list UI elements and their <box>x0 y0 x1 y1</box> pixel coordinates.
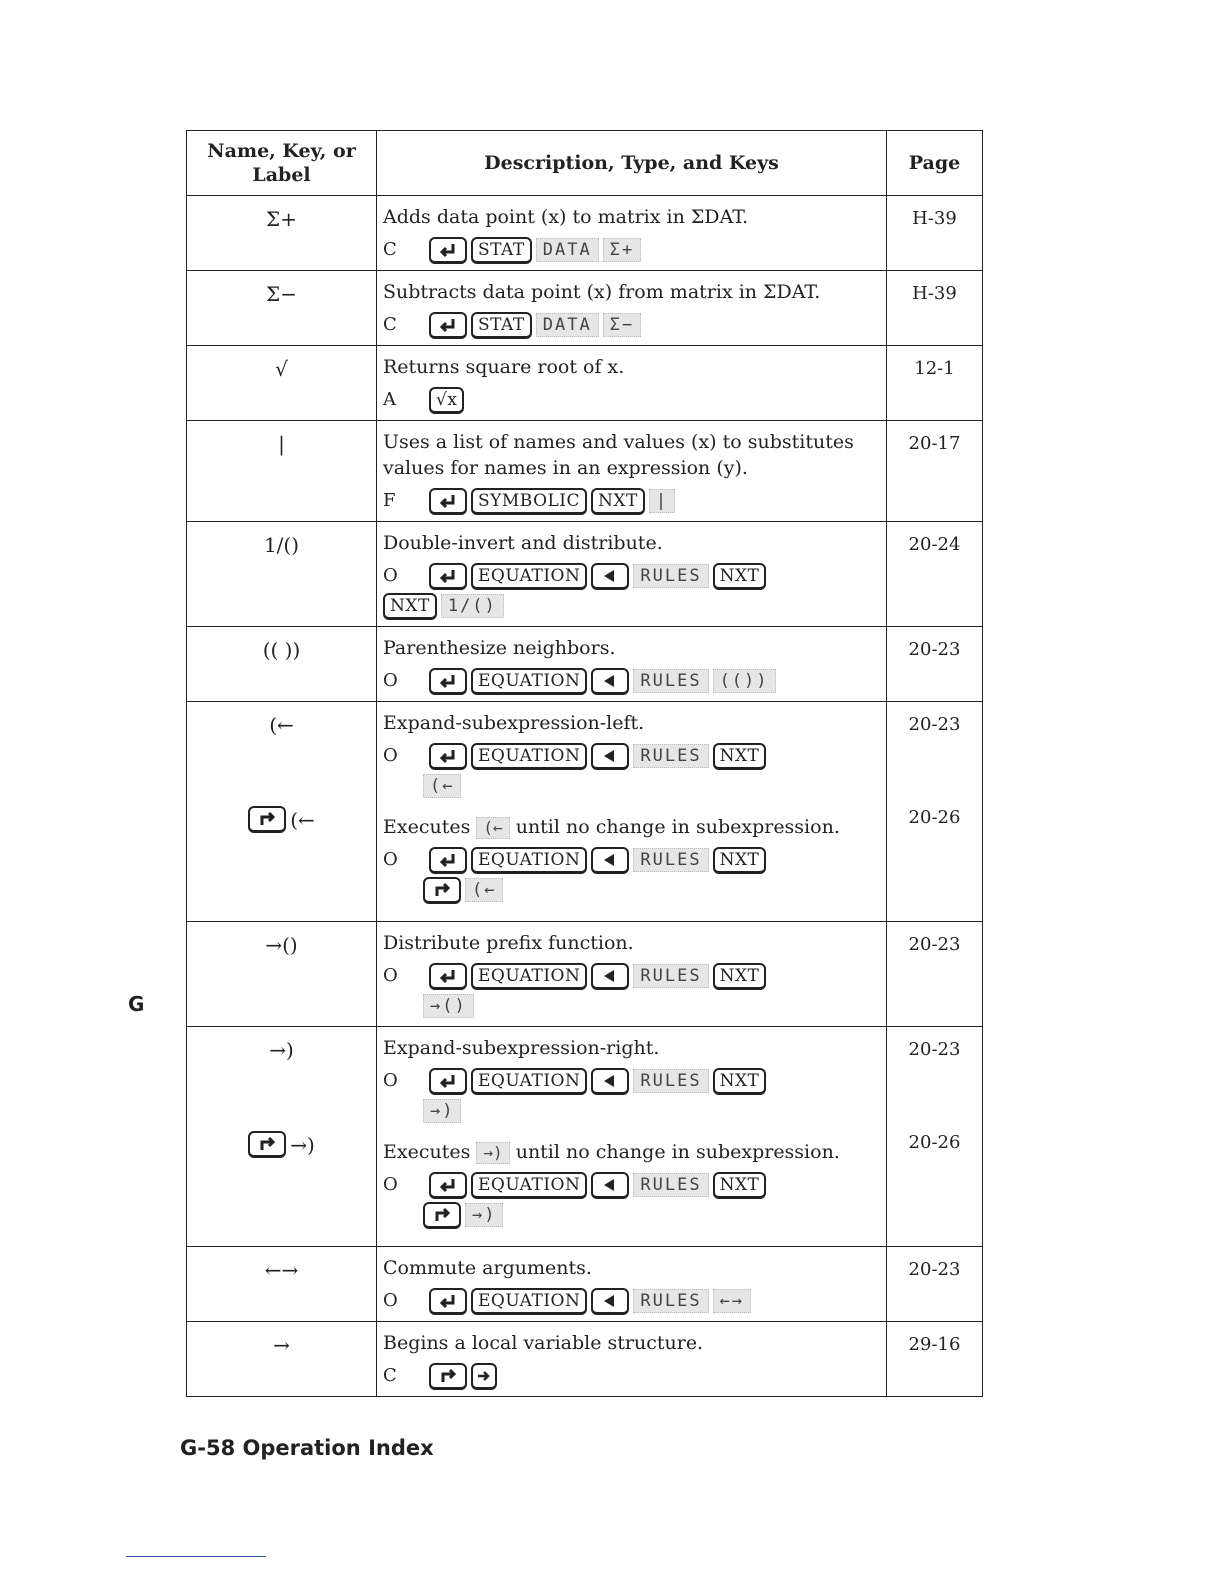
row-type: O <box>383 745 398 766</box>
row-type: F <box>383 490 396 511</box>
sub-row-page: 20-26 <box>908 1132 961 1153</box>
row-page: 20-23 <box>887 627 983 702</box>
table-row <box>187 1027 983 1247</box>
right-shift-key <box>429 1363 467 1390</box>
row-type: C <box>383 314 397 335</box>
row-description: Adds data point (x) to matrix in ΣDAT. <box>383 206 749 228</box>
row-page: 20-23 <box>908 1039 961 1060</box>
row-name: Σ+ <box>187 196 377 271</box>
row-type: C <box>383 1365 397 1386</box>
key-sequence <box>383 311 880 339</box>
table-row <box>187 1322 983 1397</box>
row-description: Begins a local variable structure. <box>383 1332 704 1354</box>
equation-key: EQUATION <box>471 1172 587 1199</box>
sub-row-type: O <box>383 1174 398 1195</box>
left-arrow-key <box>591 743 629 770</box>
sub-description-b: until no change in subexpression. <box>515 816 840 838</box>
row-page: 29-16 <box>887 1322 983 1397</box>
header-description: Description, Type, and Keys <box>377 131 887 196</box>
row-name: → <box>187 1322 377 1397</box>
key-sequence <box>383 1362 880 1390</box>
row-type: O <box>383 565 398 586</box>
left-shift-key <box>429 1288 467 1315</box>
row-description: Expand-subexpression-right. <box>383 1037 660 1059</box>
key-sequence <box>383 962 880 990</box>
menu-label: ←→ <box>713 1289 751 1313</box>
left-shift-key <box>429 668 467 695</box>
equation-key: EQUATION <box>471 1068 587 1095</box>
row-page: 20-23 <box>887 1247 983 1322</box>
table-row <box>187 196 983 271</box>
table-row <box>187 421 983 522</box>
equation-key: EQUATION <box>471 743 587 770</box>
left-arrow-key <box>591 963 629 990</box>
row-name: (( )) <box>187 627 377 702</box>
row-name: 1/() <box>187 522 377 627</box>
row-description: Subtracts data point (x) from matrix in ΣDAT. <box>383 281 821 303</box>
left-shift-key <box>429 1068 467 1095</box>
left-arrow-key <box>591 1172 629 1199</box>
equation-key: EQUATION <box>471 963 587 990</box>
table-row <box>187 522 983 627</box>
left-shift-key <box>429 743 467 770</box>
row-page: 20-23 <box>908 714 961 735</box>
menu-label: RULES <box>633 1069 708 1093</box>
menu-label: RULES <box>633 564 708 588</box>
row-description: Uses a list of names and values (x) to substitutes values for names in an expression (y). <box>383 431 854 479</box>
key-sequence <box>383 487 880 515</box>
inline-menu-label: →) <box>476 1142 509 1164</box>
stat-key: STAT <box>471 312 532 339</box>
left-shift-key <box>429 312 467 339</box>
menu-label: | <box>649 489 675 513</box>
table-row <box>187 271 983 346</box>
row-name: (← <box>269 713 294 737</box>
row-type: O <box>383 670 398 691</box>
left-arrow-key <box>591 668 629 695</box>
left-shift-key <box>429 847 467 874</box>
sub-row-name: →) <box>290 1132 315 1157</box>
menu-label: (← <box>465 878 503 902</box>
row-page: 20-23 <box>887 922 983 1027</box>
nxt-key: NXT <box>591 488 645 515</box>
menu-label: →) <box>465 1203 503 1227</box>
row-description: Double-invert and distribute. <box>383 532 663 554</box>
header-name: Name, Key, or Label <box>187 131 377 196</box>
table-row <box>187 922 983 1027</box>
key-sequence <box>383 1287 880 1315</box>
nxt-key: NXT <box>713 1172 767 1199</box>
row-type: O <box>383 965 398 986</box>
row-name: | <box>187 421 377 522</box>
nxt-key: NXT <box>713 1068 767 1095</box>
menu-label: →() <box>423 994 474 1018</box>
header-page: Page <box>887 131 983 196</box>
row-description: Expand-subexpression-left. <box>383 712 645 734</box>
menu-label: (← <box>423 774 461 798</box>
right-shift-key <box>248 1131 286 1158</box>
menu-label: RULES <box>633 1289 708 1313</box>
menu-label: RULES <box>633 848 708 872</box>
nxt-key: NXT <box>713 847 767 874</box>
sub-row-page: 20-26 <box>908 807 961 828</box>
key-sequence <box>383 562 880 590</box>
left-shift-key <box>429 488 467 515</box>
menu-label: DATA <box>536 313 599 337</box>
key-sequence <box>383 846 880 874</box>
menu-label: RULES <box>633 1173 708 1197</box>
menu-label: →) <box>423 1099 461 1123</box>
table-header-row <box>187 131 983 196</box>
nxt-key: NXT <box>713 743 767 770</box>
row-page: H-39 <box>887 196 983 271</box>
left-shift-key <box>429 963 467 990</box>
nxt-key: NXT <box>713 963 767 990</box>
key-sequence <box>383 236 880 264</box>
row-page: 12-1 <box>887 346 983 421</box>
symbolic-key: SYMBOLIC <box>471 488 587 515</box>
inline-menu-label: (← <box>476 817 509 839</box>
left-shift-key <box>429 237 467 264</box>
menu-label: (()) <box>713 669 776 693</box>
table-row <box>187 702 983 922</box>
row-page: H-39 <box>887 271 983 346</box>
left-arrow-key <box>591 847 629 874</box>
menu-label: Σ− <box>603 313 641 337</box>
row-page: 20-17 <box>887 421 983 522</box>
sqrt-key: √x <box>429 387 464 414</box>
page-footer: G-58 Operation Index <box>180 1436 434 1460</box>
row-type: A <box>383 389 396 410</box>
right-shift-key <box>423 877 461 904</box>
row-type: O <box>383 1290 398 1311</box>
row-name: √ <box>187 346 377 421</box>
table-row <box>187 346 983 421</box>
left-shift-key <box>429 563 467 590</box>
menu-label: DATA <box>536 238 599 262</box>
row-description: Parenthesize neighbors. <box>383 637 616 659</box>
left-arrow-key <box>591 563 629 590</box>
left-shift-key <box>429 1172 467 1199</box>
key-sequence <box>383 386 880 414</box>
right-shift-key <box>248 806 286 833</box>
section-tab-letter: G <box>128 992 145 1016</box>
menu-label: RULES <box>633 744 708 768</box>
key-sequence-continued <box>383 592 880 620</box>
equation-key: EQUATION <box>471 847 587 874</box>
menu-label: 1/() <box>441 594 504 618</box>
equation-key: EQUATION <box>471 563 587 590</box>
row-description: Distribute prefix function. <box>383 932 634 954</box>
equation-key: EQUATION <box>471 668 587 695</box>
footer-rule <box>126 1556 266 1557</box>
row-type: O <box>383 1070 398 1091</box>
menu-label: RULES <box>633 669 708 693</box>
sub-description-a: Executes <box>383 1141 471 1163</box>
table-row <box>187 627 983 702</box>
nxt-key: NXT <box>383 593 437 620</box>
row-page: 20-24 <box>887 522 983 627</box>
row-name: →() <box>187 922 377 1027</box>
menu-label: RULES <box>633 964 708 988</box>
key-sequence <box>383 742 880 770</box>
row-description: Commute arguments. <box>383 1257 592 1279</box>
row-name: Σ− <box>187 271 377 346</box>
row-type: C <box>383 239 397 260</box>
left-arrow-key <box>591 1068 629 1095</box>
stat-key: STAT <box>471 237 532 264</box>
equation-key: EQUATION <box>471 1288 587 1315</box>
row-name: →) <box>269 1038 294 1062</box>
sub-description-a: Executes <box>383 816 471 838</box>
right-shift-key <box>423 1202 461 1229</box>
sub-row-name: (← <box>290 807 315 832</box>
table-row <box>187 1247 983 1322</box>
right-arrow-key <box>471 1363 497 1390</box>
row-description: Returns square root of x. <box>383 356 625 378</box>
nxt-key: NXT <box>713 563 767 590</box>
operation-index-table <box>186 130 983 1397</box>
left-arrow-key <box>591 1288 629 1315</box>
key-sequence <box>383 1067 880 1095</box>
row-name: ←→ <box>187 1247 377 1322</box>
sub-row-type: O <box>383 849 398 870</box>
menu-label: Σ+ <box>603 238 641 262</box>
key-sequence <box>383 667 880 695</box>
sub-description-b: until no change in subexpression. <box>515 1141 840 1163</box>
key-sequence <box>383 1171 880 1199</box>
